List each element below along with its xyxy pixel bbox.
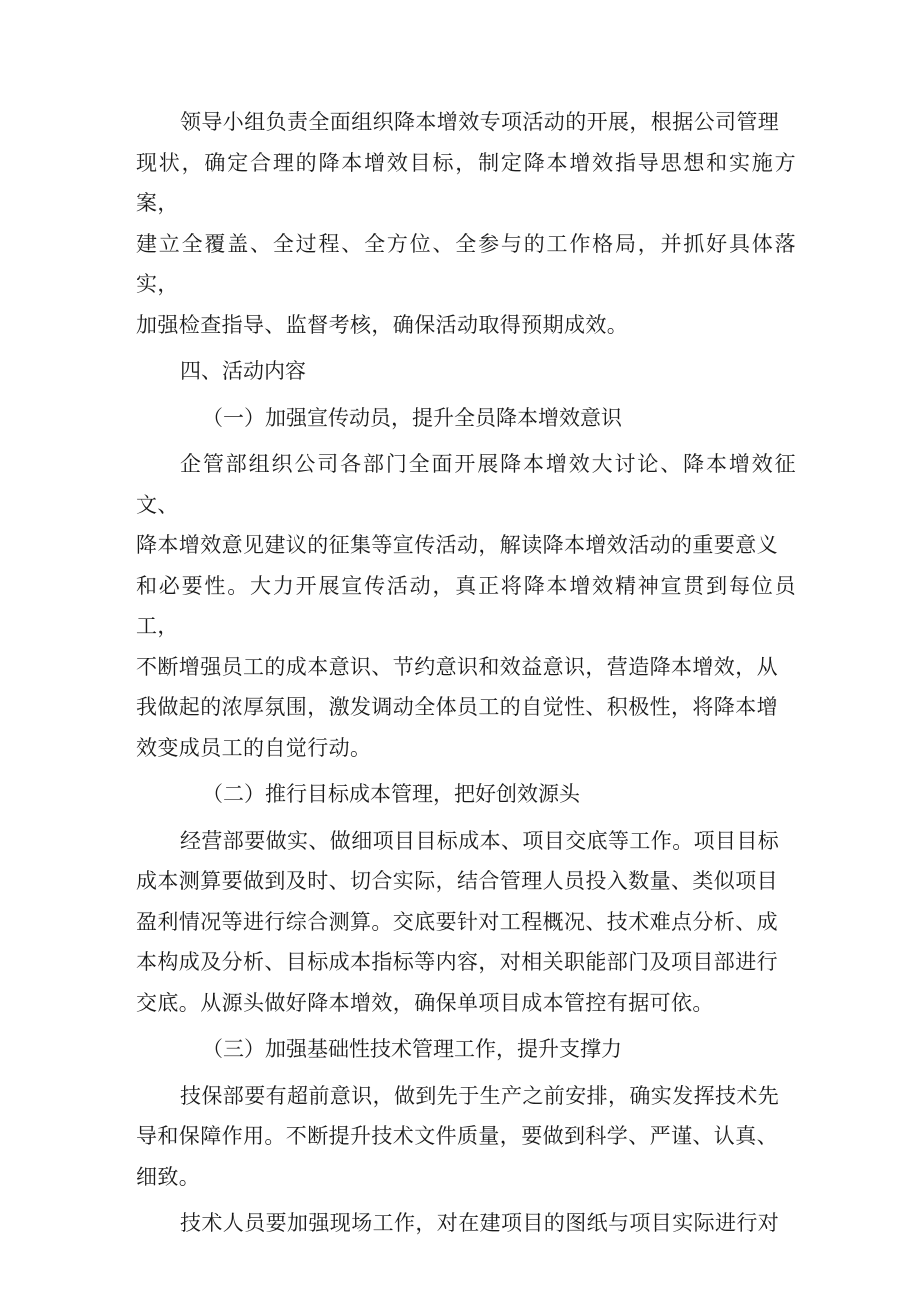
document-body — [136, 102, 796, 1250]
subheading-technical-management: （三）加强基础性技术管理工作，提升支撑力 — [202, 1037, 622, 1061]
subheading-target-cost: （二）推行目标成本管理，把好创效源头 — [202, 782, 580, 806]
paragraph-publicity: 企管部组织公司各部门全面开展降本增效大讨论、降本增效征文、 降本增效意见建议的征集等宣传活动，解读降本增效活动的重要意义 和必要性。大力开展宣传活动，真正将降本增效精神宣贯到每位员工， 不断增强员工的成本意识、节约意识和效益意识，营造降本增效，从 我做起的浓厚氛围，激发调动全体员工的自觉性、积极性，将降本增 效变成员工的自觉行动。 — [136, 452, 796, 760]
paragraph-target-cost: 经营部要做实、做细项目目标成本、项目交底等工作。项目目标 成本测算要做到及时、切合实际，结合管理人员投入数量、类似项目 盈利情况等进行综合测算。交底要针对工程概况、技术难点分析、成 本构成及分析、目标成本指标等内容，对相关职能部门及项目部进行 交底。从源头做好降本增效，确保单项目成本管控有据可依。 — [136, 828, 780, 1015]
subheading-publicity: （一）加强宣传动员，提升全员降本增效意识 — [202, 405, 622, 430]
paragraph-technical-department: 技保部要有超前意识，做到先于生产之前安排，确实发挥技术先 导和保障作用。不断提升技术文件质量，要做到科学、严谨、认真、 细致。 — [136, 1083, 780, 1189]
paragraph-technical-staff: 技术人员要加强现场工作，对在建项目的图纸与项目实际进行对 — [180, 1211, 780, 1235]
paragraph-leadership-group: 领导小组负责全面组织降本增效专项活动的开展，根据公司管理 现状，确定合理的降本增效目标，制定降本增效指导思想和实施方案， 建立全覆盖、全过程、全方位、全参与的工作格局，并抓好具体落实， 加强检查指导、监督考核，确保活动取得预期成效。 — [136, 110, 796, 337]
section-heading-activity-content: 四、活动内容 — [180, 359, 306, 383]
